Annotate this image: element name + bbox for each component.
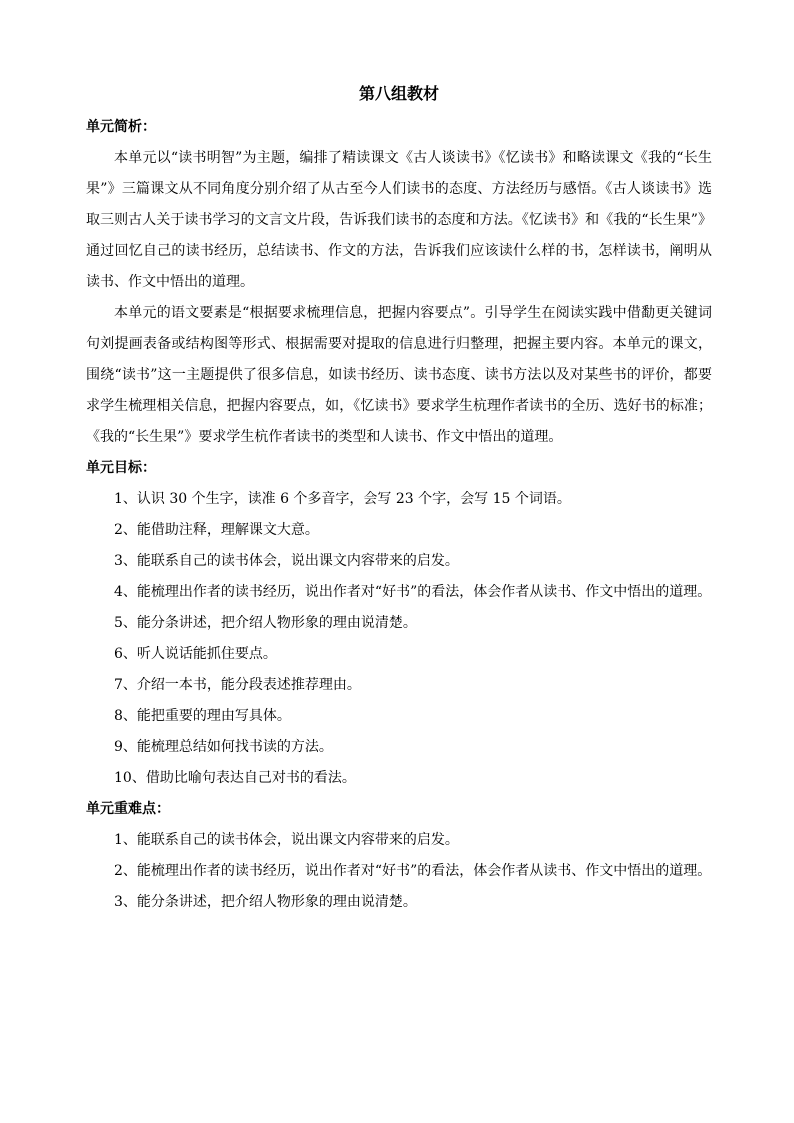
key-point-item: 1、能联系自己的读书体会，说出课文内容带来的启发。 [114, 832, 459, 848]
goal-item: 8、能把重要的理由写具体。 [114, 708, 291, 724]
goal-item: 4、能梳理出作者的读书经历，说出作者对“好书”的看法，体会作者从读书、作文中悟出的道理。 [114, 584, 712, 600]
goal-item: 5、能分条讲述，把介绍人物形象的理由说清楚。 [114, 615, 417, 631]
goal-item: 3、能联系自己的读书体会，说出课文内容带来的启发。 [114, 553, 459, 569]
goal-item: 7、介绍一本书，能分段表述推荐理由。 [114, 677, 361, 693]
unit-analysis-heading: 单元简析： [86, 119, 156, 135]
goal-item: 10、借助比喻句表达自己对书的看法。 [114, 770, 356, 786]
document-page [86, 80, 712, 918]
unit-goals-heading: 单元目标： [86, 460, 156, 476]
analysis-paragraph: 本单元以“读书明智”为主题，编排了精读课文《古人谈读书》《忆读书》和略读课文《我的“长生果”》三篇课文从不同角度分别介绍了从古至今人们读书的态度、方法经历与感悟。《古人谈读书》选取三则古人关于读书学习的文言文片段，告诉我们读书的态度和方法。《忆读书》和《我的“长生果”》通过回忆自己的读书经历，总结读书、作文的方法，告诉我们应该读什么样的书，怎样读书，阐明从读书、作文中悟出的道理。 [86, 150, 712, 290]
goal-item: 9、能梳理总结如何找书读的方法。 [114, 739, 333, 755]
document-title: 第八组教材 [358, 84, 439, 103]
key-point-item: 3、能分条讲述，把介绍人物形象的理由说清楚。 [114, 894, 417, 910]
unit-key-points-heading: 单元重难点： [86, 801, 170, 817]
goal-item: 1、认识 30 个生字，读准 6 个多音字，会写 23 个字，会写 15 个词语。 [114, 491, 571, 507]
unit-goals-section [86, 453, 712, 794]
key-point-item: 2、能梳理出作者的读书经历，说出作者对“好书”的看法，体会作者从读书、作文中悟出的道理。 [114, 863, 712, 879]
unit-key-points-section [86, 794, 712, 918]
goal-item: 2、能借助注释，理解课文大意。 [114, 522, 319, 538]
goal-item: 6、听人说话能抓住要点。 [114, 646, 277, 662]
analysis-paragraph: 本单元的语文要素是“根据要求梳理信息，把握内容要点”。引导学生在阅读实践中借勫更关键词句刘提画表备或结构图等形式、根据需要对提取的信息进行归整理，把握主要内容。本单元的课文，围绕“读书”这一主题提供了很多信息，如读书经历、读书态度、读书方法以及对某些书的评价，都要求学生梳理相关信息，把握内容要点，如，《忆读书》要求学生杭理作者读书的全历、选好书的标准；《我的“长生果”》要求学生杭作者读书的类型和人读书、作文中悟出的道理。 [86, 305, 712, 445]
unit-analysis-section [86, 112, 712, 453]
